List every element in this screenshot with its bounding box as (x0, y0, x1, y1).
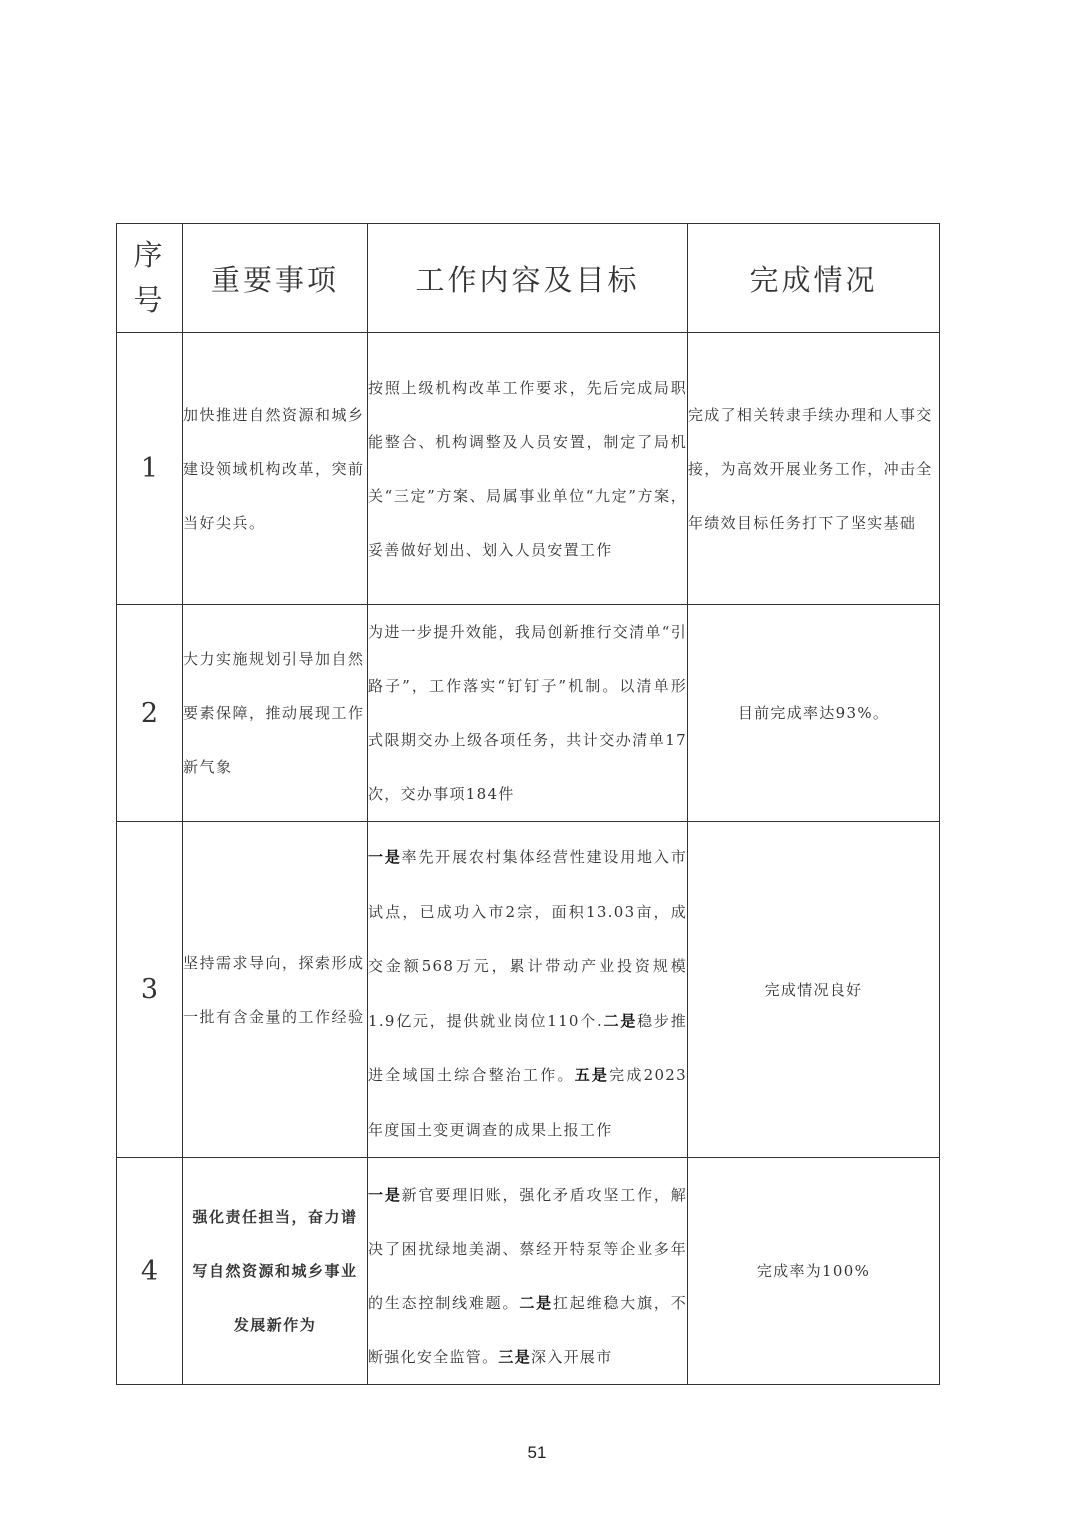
table-row (117, 822, 940, 1158)
row-item: 加快推进自然资源和城乡建设领域机构改革，突前当好尖兵。 (183, 333, 368, 605)
bold-marker: 三是 (498, 1348, 532, 1366)
table-row (117, 333, 940, 605)
row-item: 大力实施规划引导加自然要素保障，推动展现工作新气象 (183, 605, 368, 822)
row-result: 目前完成率达93%。 (688, 605, 940, 822)
row-result: 完成率为100% (688, 1158, 940, 1385)
content-text: 稳步推进全域国土综合整治工作。 (368, 1011, 687, 1084)
row-content: 为进一步提升效能，我局创新推行交清单“引路子”，工作落实“钉钉子”机制。以清单形式限期交办上级各项任务，共计交办清单17次，交办事项184件 (368, 605, 688, 822)
table-row (117, 605, 940, 822)
page-number: 51 (527, 1443, 547, 1462)
row-content (368, 1158, 688, 1385)
bold-marker: 五是 (574, 1066, 610, 1084)
row-number: 4 (117, 1158, 183, 1385)
row-result: 完成了相关转隶手续办理和人事交接，为高效开展业务工作，冲击全年绩效目标任务打下了坚实基础 (688, 333, 940, 605)
row-result: 完成情况良好 (688, 822, 940, 1158)
bold-marker: 一是 (368, 1186, 402, 1204)
bold-marker: 二是 (519, 1294, 553, 1312)
content-text: 率先开展农村集体经营性建设用地入市试点，已成功入市2宗，面积13.03亩，成交金额568万元，累计带动产业投资规模1.9亿元，提供就业岗位110个. (368, 848, 687, 1030)
content-text: 新官要理旧账，强化矛盾攻坚工作，解决了困扰绿地美湖、蔡经开特泵等企业多年的生态控制线难题。 (368, 1186, 687, 1312)
content-text: 深入开展市 (531, 1348, 613, 1366)
row-content (368, 822, 688, 1158)
row-item: 坚持需求导向，探索形成一批有含金量的工作经验 (183, 822, 368, 1158)
work-summary-table (116, 223, 940, 1385)
header-completion-status: 完成情况 (688, 224, 940, 333)
bold-marker: 二是 (603, 1011, 638, 1030)
content-text: 完成2023年度国土变更调查的成果上报工作 (368, 1066, 687, 1139)
row-number: 1 (117, 333, 183, 605)
content-text: 扛起维稳大旗，不断强化安全监管。 (368, 1294, 687, 1366)
row-number: 3 (117, 822, 183, 1158)
bold-marker: 一是 (368, 848, 402, 866)
row-number: 2 (117, 605, 183, 822)
row-item: 强化责任担当，奋力谱写自然资源和城乡事业发展新作为 (183, 1158, 368, 1385)
table-row (117, 1158, 940, 1385)
header-serial-number: 序 号 (117, 224, 183, 333)
row-content: 按照上级机构改革工作要求，先后完成局职能整合、机构调整及人员安置，制定了局机关“三定”方案、局属事业单位“九定”方案，妥善做好划出、划入人员安置工作 (368, 333, 688, 605)
header-important-matters: 重要事项 (183, 224, 368, 333)
header-work-content-goals: 工作内容及目标 (368, 224, 688, 333)
table-header-row (117, 224, 940, 333)
